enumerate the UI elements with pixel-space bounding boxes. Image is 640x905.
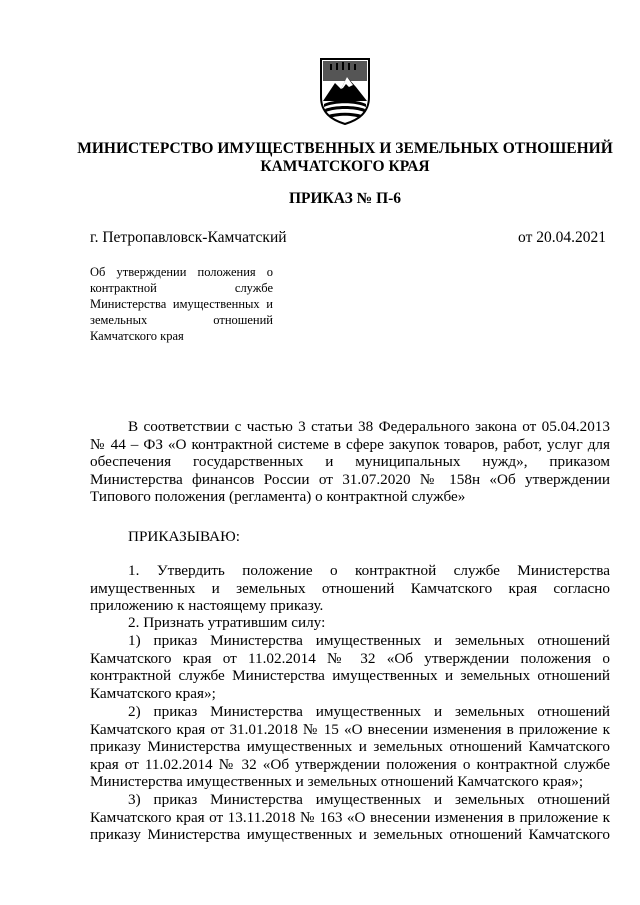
subject-line: Об утверждении положения о: [90, 265, 273, 279]
order-subject: [90, 264, 273, 344]
ministry-name-line1: МИНИСТЕРСТВО ИМУЩЕСТВЕННЫХ И ЗЕМЕЛЬНЫХ ОТНОШЕНИЙ: [77, 140, 613, 157]
item-line: Камчатского края от 11.02.2014 № 32 «Об утверждении положения о: [90, 649, 610, 667]
item-line: 1) приказ Министерства имущественных и земельных отношений: [128, 632, 610, 649]
ministry-name-line2: КАМЧАТСКОГО КРАЯ: [260, 158, 430, 175]
order-word: ПРИКАЗЫВАЮ:: [128, 528, 240, 545]
item-line: края от 11.02.2014 № 32 «Об утверждении положения о контрактной службе: [90, 755, 610, 773]
order-date: от 20.04.2021: [518, 229, 606, 246]
item-line: Камчатского края от 13.11.2018 № 163 «О внесении изменения в приложение к: [90, 808, 610, 826]
sub-item-1: [90, 632, 610, 702]
preamble-line: № 44 – ФЗ «О контрактной системе в сфере закупок товаров, работ, услуг для: [90, 435, 610, 453]
subject-line: Министерства имущественных и: [90, 297, 273, 311]
item-2: 2. Признать утратившим силу:: [128, 614, 326, 631]
preamble-line: Министерства финансов России от 31.07.2020 № 158н «Об утверждении: [90, 470, 610, 488]
item-line: имущественных и земельных отношений Камчатского края согласно: [90, 579, 610, 597]
item-line: Министерства имущественных и земельных отношений Камчатского края»;: [90, 773, 584, 791]
subject-line: земельных отношений: [90, 313, 273, 327]
subject-line: контрактной службе: [90, 281, 273, 295]
item-line: Камчатского края от 31.01.2018 № 15 «О внесении изменения в приложение к: [90, 720, 610, 738]
preamble-line: В соответствии с частью 3 статьи 38 Федерального закона от 05.04.2013: [128, 418, 610, 435]
order-title: ПРИКАЗ № П-6: [288, 190, 402, 207]
item-line: приложению к настоящему приказу.: [90, 597, 324, 615]
item-line: приказу Министерства имущественных и земельных отношений Камчатского: [90, 738, 610, 756]
item-line: 3) приказ Министерства имущественных и земельных отношений: [128, 791, 610, 808]
item-line: контрактной службе Министерства имущественных и земельных отношений: [90, 667, 610, 685]
sub-item-2: [90, 703, 610, 791]
item-line: 1. Утвердить положение о контрактной службе Министерства: [128, 562, 610, 579]
kamchatka-emblem-icon: [318, 57, 372, 125]
ministry-name: [40, 140, 640, 176]
item-1: [90, 562, 610, 615]
sub-item-3: [90, 791, 610, 844]
item-line: Камчатского края»;: [90, 684, 216, 702]
item-line: приказу Министерства имущественных и земельных отношений Камчатского: [90, 826, 610, 844]
preamble-line: обеспечения государственных и муниципальных нужд», приказом: [90, 453, 610, 471]
item-line: 2) приказ Министерства имущественных и земельных отношений: [128, 703, 610, 720]
city: г. Петропавловск-Камчатский: [90, 229, 287, 246]
preamble: [90, 418, 610, 506]
preamble-line: Типового положения (регламента) о контрактной службе»: [90, 488, 466, 506]
subject-line: Камчатского края: [90, 329, 184, 343]
